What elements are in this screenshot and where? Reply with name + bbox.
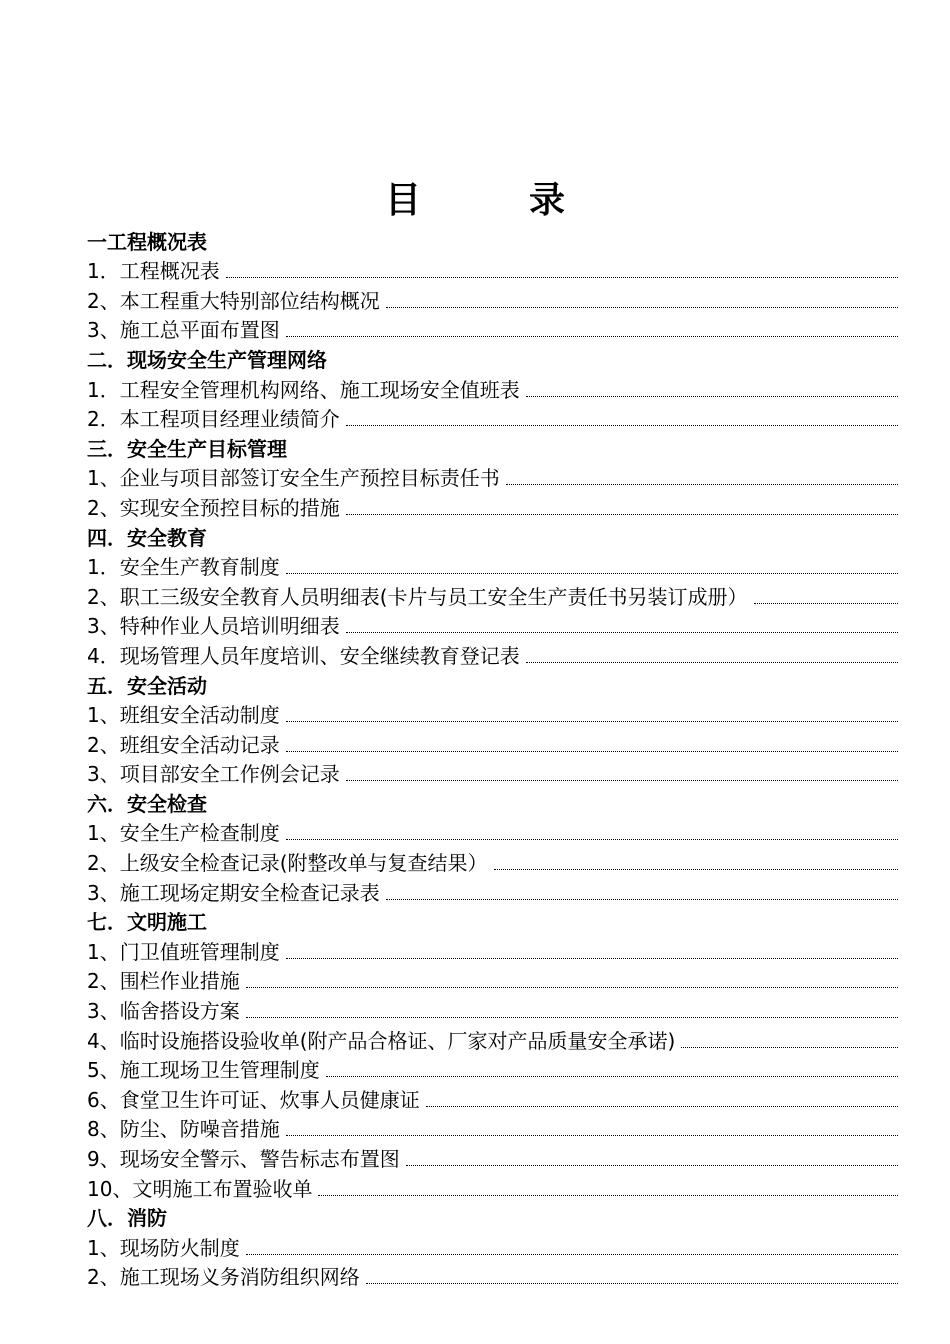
dotted-leader [318,1194,898,1196]
toc-entry-label: 5、施工现场卫生管理制度 [87,1058,320,1083]
dotted-leader [754,602,898,604]
section-heading[interactable] [87,432,898,462]
toc-entry[interactable] [87,610,898,640]
dotted-leader [226,276,898,278]
dotted-leader [681,1046,898,1048]
dotted-leader [386,306,898,308]
toc-entry[interactable] [87,1083,898,1113]
toc-entry[interactable] [87,1142,898,1172]
toc-entry-label: 1、企业与项目部签订安全生产预控目标责任书 [87,466,500,491]
dotted-leader [346,424,898,426]
toc-entry[interactable] [87,639,898,669]
toc-entry-label: 3、施工总平面布置图 [87,318,280,343]
toc-entry-label: 3、施工现场定期安全检查记录表 [87,880,380,905]
toc-entry-label: 1．安全生产教育制度 [87,555,280,580]
section-heading-label: 五．安全活动 [87,673,207,698]
section-heading[interactable] [87,521,898,551]
toc-entry-label: 4、临时设施搭设验收单(附产品合格证、厂家对产品质量安全承诺) [87,1028,676,1053]
dotted-leader [346,779,898,781]
section-heading[interactable] [87,1202,898,1232]
section-heading-label: 七．文明施工 [87,910,207,935]
page-title: 目 录 [384,180,601,221]
dotted-leader [494,868,898,870]
dotted-leader [386,898,898,900]
toc-entry-label: 1．工程安全管理机构网络、施工现场安全值班表 [87,377,520,402]
toc-entry[interactable] [87,876,898,906]
dotted-leader [286,957,898,959]
toc-entry[interactable] [87,935,898,965]
section-heading[interactable] [87,225,898,255]
toc-entry-label: 2、实现安全预控目标的措施 [87,495,340,520]
dotted-leader [286,1134,898,1136]
toc-entry-label: 8、防尘、防噪音措施 [87,1117,280,1142]
section-heading-label: 八．消防 [87,1206,167,1231]
dotted-leader [346,513,898,515]
dotted-leader [286,335,898,337]
toc-entry-label: 10、文明施工布置验收单 [87,1176,313,1201]
toc-entry-label: 2、围栏作业措施 [87,969,240,994]
toc-entry-label: 1、班组安全活动制度 [87,703,280,728]
toc-entry-label: 1．工程概况表 [87,259,220,284]
toc-entry[interactable] [87,1172,898,1202]
toc-entry-label: 3、临舍搭设方案 [87,999,240,1024]
toc-entry[interactable] [87,403,898,433]
section-heading-label: 六．安全检查 [87,791,207,816]
section-heading[interactable] [87,906,898,936]
toc-entry-label: 2、施工现场义务消防组织网络 [87,1265,360,1290]
toc-entry[interactable] [87,373,898,403]
section-heading-label: 二．现场安全生产管理网络 [87,347,327,372]
toc-entry[interactable] [87,699,898,729]
toc-entry-label: 2、上级安全检查记录(附整改单与复查结果） [87,851,488,876]
section-heading[interactable] [87,787,898,817]
toc-entry-label: 1、安全生产检查制度 [87,821,280,846]
toc-entry[interactable] [87,846,898,876]
dotted-leader [286,750,898,752]
dotted-leader [426,1105,898,1107]
toc-entry-label: 2、班组安全活动记录 [87,732,280,757]
toc-entry[interactable] [87,965,898,995]
dotted-leader [526,395,898,397]
dotted-leader [246,1016,898,1018]
toc-entry[interactable] [87,580,898,610]
dotted-leader [286,838,898,840]
dotted-leader [246,1253,898,1255]
toc-entry[interactable] [87,255,898,285]
dotted-leader [366,1282,898,1284]
toc-entry-label: 6、食堂卫生许可证、炊事人员健康证 [87,1087,420,1112]
toc-entry[interactable] [87,728,898,758]
toc-entry[interactable] [87,314,898,344]
dotted-leader [506,483,898,485]
toc-entry[interactable] [87,284,898,314]
toc-entry[interactable] [87,462,898,492]
section-heading[interactable] [87,343,898,373]
dotted-leader [246,986,898,988]
toc-entry[interactable] [87,1024,898,1054]
dotted-leader [526,661,898,663]
toc-entry[interactable] [87,994,898,1024]
toc-entry-label: 4．现场管理人员年度培训、安全继续教育登记表 [87,643,520,668]
toc-entry[interactable] [87,1231,898,1261]
toc-entry-label: 1、现场防火制度 [87,1235,240,1260]
toc-entry-label: 2、职工三级安全教育人员明细表(卡片与员工安全生产责任书另装订成册） [87,584,748,609]
toc-entry-label: 3、项目部安全工作例会记录 [87,762,340,787]
toc-entry[interactable] [87,758,898,788]
toc-entry-label: 9、现场安全警示、警告标志布置图 [87,1147,400,1171]
toc-entry-label: 3、特种作业人员培训明细表 [87,614,340,639]
dotted-leader [286,720,898,722]
dotted-leader [326,1075,898,1077]
section-heading[interactable] [87,669,898,699]
section-heading-label: 三．安全生产目标管理 [87,436,287,461]
toc-entry-label: 1、门卫值班管理制度 [87,939,280,964]
toc-entry-label: 2．本工程项目经理业绩简介 [87,407,340,432]
toc-entry[interactable] [87,1261,898,1291]
toc-entry[interactable] [87,491,898,521]
section-heading-label: 一工程概况表 [87,229,207,254]
toc-entry[interactable] [87,1054,898,1084]
table-of-contents [87,225,898,1290]
section-heading-label: 四．安全教育 [87,525,207,550]
toc-entry[interactable] [87,817,898,847]
dotted-leader [286,572,898,574]
toc-entry[interactable] [87,1113,898,1143]
toc-entry-label: 2、本工程重大特别部位结构概况 [87,288,380,313]
dotted-leader [346,631,898,633]
toc-entry[interactable] [87,551,898,581]
dotted-leader [406,1164,898,1166]
